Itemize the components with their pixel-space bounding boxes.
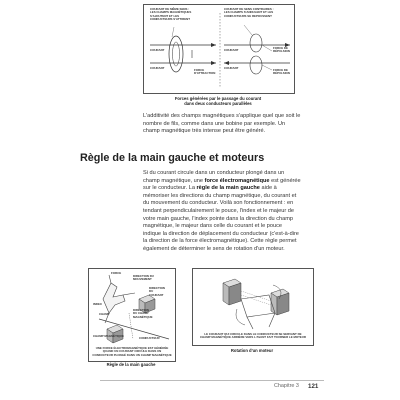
figure-right-caption: Rotation d'un moteur — [230, 348, 274, 353]
intro-paragraph: L'additivité des champs magnétiques s'applique quel que soit le nombre de fils, comme dans une bobine par exemple. Un champ magnétique très intense peut être généré. — [143, 113, 301, 135]
figure-left-caption: Règle de la main gauche — [106, 362, 156, 367]
label-courant-2: COURANT — [150, 66, 165, 70]
body-text-1: Si du courant circule dans un conducteur plongé dans un champ magnétique, une — [143, 170, 285, 184]
parallel-conductors-figure — [143, 4, 295, 94]
label-opposite-direction: COURANT DE SENS CONTRAIRES : LES CHAMPS S'ANNULENT ET LES CONDUCTEURS SE REPOUSSENT — [224, 7, 274, 18]
label-direction-champ: DIRECTION DU CHAMP MAGNÉTIQUE — [133, 308, 153, 319]
right-figure-note: LE COURANT QUI CIRCULE DANS LE CONDUCTEUR SE SERVANT DE CHAMP MAGNÉTIQUE ARRIÈRE VERS L'AVANT FAIT TOURNER LE MOTEUR — [199, 332, 307, 340]
label-force-repulsion-2: FORCE DE RÉPULSION — [273, 68, 290, 76]
label-champ: CHAMP — [99, 312, 110, 316]
body-bold-force: force électromagnétique — [204, 177, 270, 184]
label-force-repulsion-1: FORCE DE RÉPULSION — [273, 46, 290, 54]
footer-chapter: Chapitre 3 — [274, 383, 299, 389]
body-text-2: est générée sur le conducteur. La — [143, 177, 301, 192]
label-direction-courant: DIRECTION DU COURANT — [149, 286, 165, 297]
footer-rule — [100, 380, 324, 381]
label-courant-4: COURANT — [224, 66, 239, 70]
label-force-attraction: FORCE D'ATTRACTION — [194, 68, 216, 76]
left-hand-rule-figure — [88, 268, 176, 362]
left-figure-note: UNE FORCE ÉLECTROMAGNÉTIQUE EST GÉNÉRÉE QUAND UN COURANT CIRCULE DANS UN CONDUCTEUR PLONGÉ DANS UN CHAMP MAGNÉTIQUE — [92, 346, 172, 357]
label-index: INDEX — [93, 302, 102, 306]
label-conducteur: CONDUCTEUR — [139, 336, 160, 340]
label-champ-magnetique: CHAMP MAGNÉTIQUE — [93, 334, 124, 338]
label-direction-mouvement: DIRECTION DU MOUVEMENT — [133, 274, 154, 282]
label-courant-3: COURANT — [224, 48, 239, 52]
section-heading: Règle de la main gauche et moteurs — [80, 152, 265, 164]
page-footer — [100, 380, 324, 392]
body-bold-rule: règle de la main gauche — [196, 185, 260, 192]
label-courant-1: COURANT — [150, 48, 165, 52]
body-text-3: aide à mémoriser les directions du champ magnétique, du courant et du mouvement du conducteur. Voilà son fonctionnement : en tendant perpendiculairement le pouce, l'index et le majeur de votre main gauche, l'index pointe dans la direction du champ magnétique, le majeur dans celle du courant et le pouce indique la direction de déplacement du conducteur (c'est-à-dire la direction de la force électromagnétique). Cette règle permet également de déterminer le sens de rotation d'un moteur. — [143, 185, 299, 252]
figure-top-caption: Forces générées par le passage du courant dans deux conducteurs parallèles — [174, 96, 262, 106]
page-number: 121 — [308, 382, 319, 390]
label-same-direction: COURANT DE MÊME SENS : LES CHAMPS MAGNÉTIQUES S'AJOUTENT ET LES CONDUCTEURS S'ATTIRENT — [150, 7, 192, 21]
body-paragraph — [143, 170, 301, 254]
label-force: FORCE — [111, 271, 122, 275]
motor-rotation-figure — [192, 268, 314, 346]
